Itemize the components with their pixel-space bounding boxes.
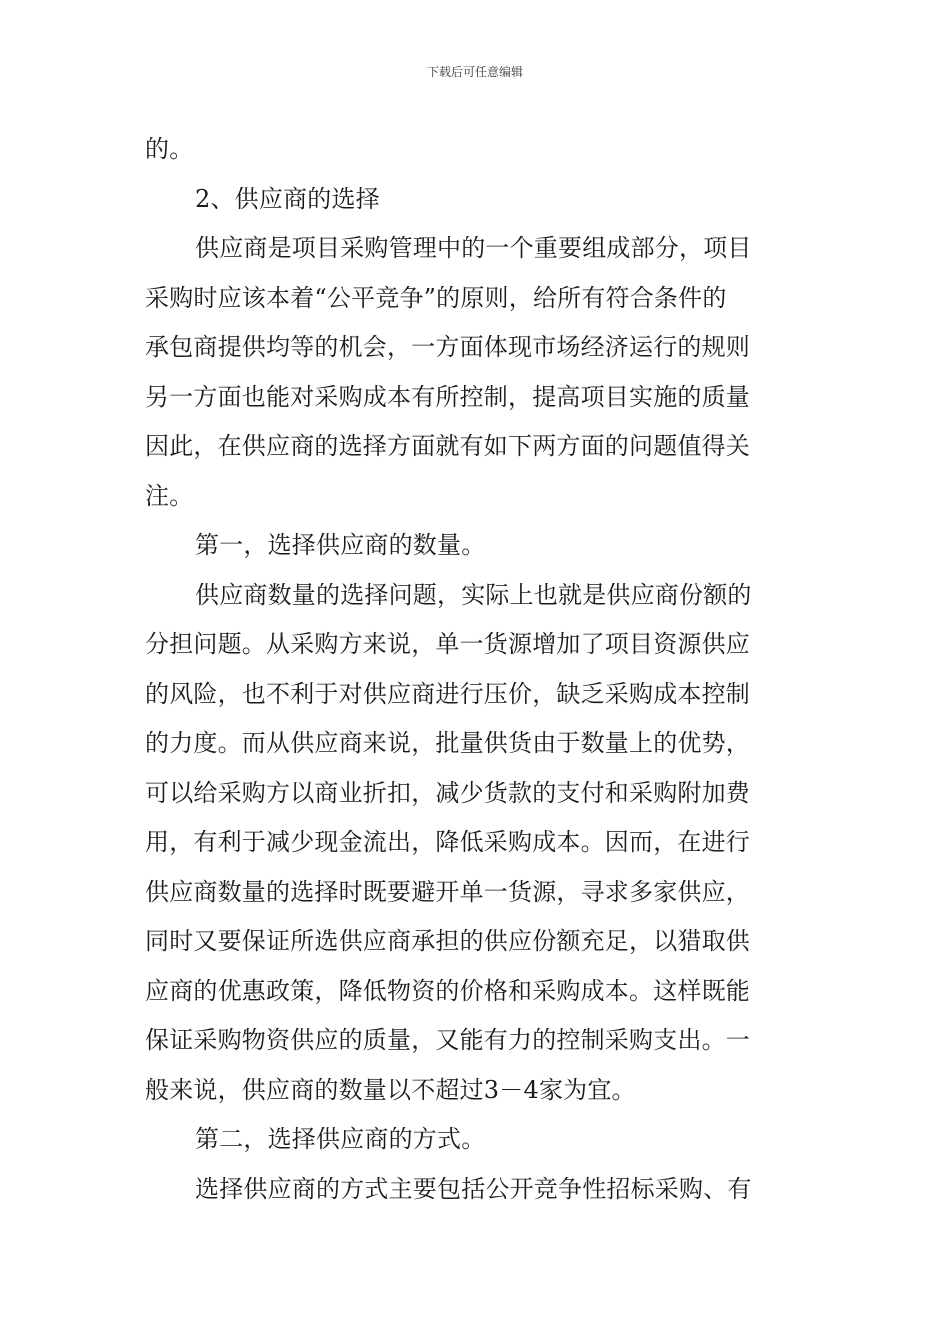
document-body: [145, 125, 810, 1214]
text-line: 可以给采购方以商业折扣，减少货款的支付和采购附加费: [145, 778, 750, 807]
text-line: 因此，在供应商的选择方面就有如下两方面的问题值得关: [145, 432, 750, 460]
text-line: 用，有利于减少现金流出，降低采购成本。因而，在进行: [145, 828, 750, 856]
text-line: 同时又要保证所选供应商承担的供应份额充足，以猎取供: [145, 927, 750, 955]
text-line: 供应商数量的选择时既要避开单一货源，寻求多家供应，: [145, 877, 750, 906]
text-line: 分担问题。从采购方来说，单一货源增加了项目资源供应: [145, 630, 750, 658]
text-line: 供应商数量的选择问题，实际上也就是供应商份额的: [195, 580, 752, 609]
text-line: 2、供应商的选择: [195, 184, 380, 213]
text-line: 另一方面也能对采购成本有所控制，提高项目实施的质量: [145, 382, 750, 411]
text-line: 般来说，供应商的数量以不超过3－4家为宜。: [145, 1075, 636, 1104]
text-line: 第二，选择供应商的方式。: [195, 1125, 486, 1153]
text-line: 的。: [145, 135, 194, 163]
text-line: 采购时应该本着“公平竞争”的原则，给所有符合条件的: [145, 283, 727, 312]
text-line: 供应商是项目采购管理中的一个重要组成部分，项目: [195, 234, 752, 262]
text-line: 的风险，也不利于对供应商进行压价，缺乏采购成本控制: [145, 679, 750, 708]
text-line: 第一，选择供应商的数量。: [195, 531, 486, 559]
text-line: 应商的优惠政策，降低物资的价格和采购成本。这样既能: [145, 976, 750, 1005]
text-line: 保证采购物资供应的质量，又能有力的控制采购支出。一: [145, 1026, 750, 1054]
text-line: 承包商提供均等的机会，一方面体现市场经济运行的规则: [145, 333, 750, 361]
page-header: 下载后可任意编辑: [426, 65, 523, 79]
text-line: 注。: [145, 481, 194, 510]
text-line: 的力度。而从供应商来说，批量供货由于数量上的优势，: [145, 729, 750, 757]
text-line: 选择供应商的方式主要包括公开竞争性招标采购、有: [195, 1174, 752, 1203]
